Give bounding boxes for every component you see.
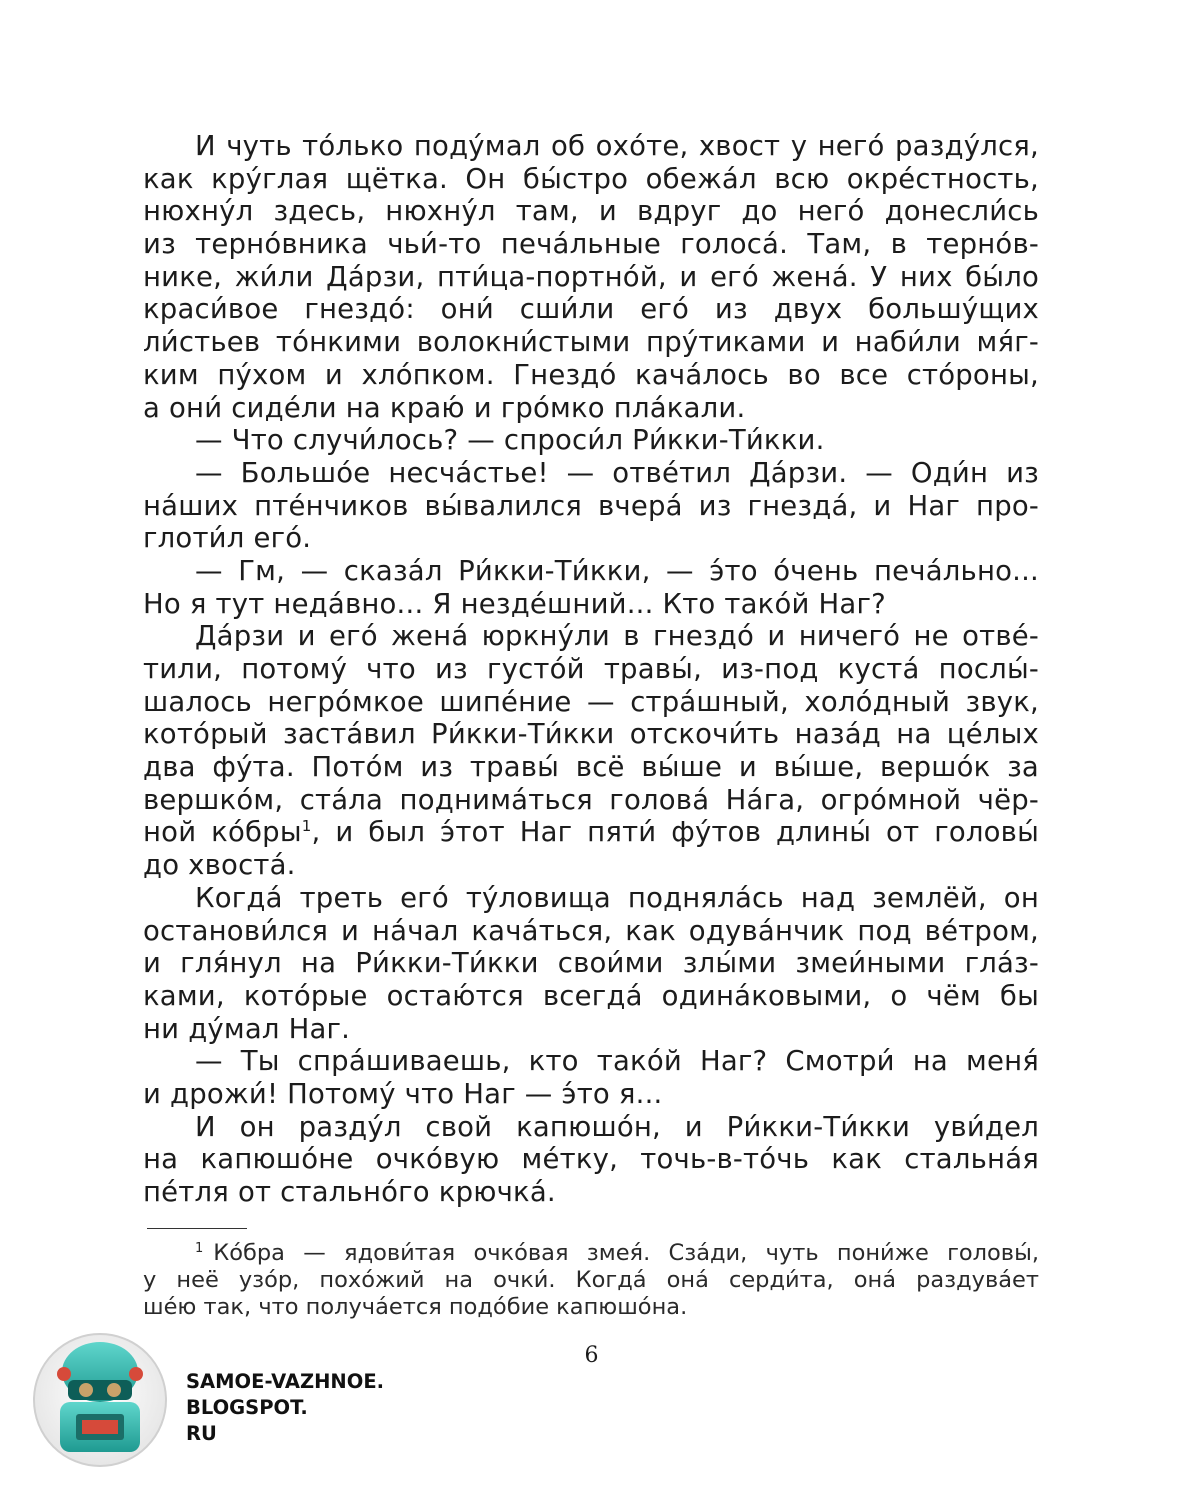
- text-line-content: ками, кото́рые остаю́тся всегда́ одина́ковыми, о чём бы: [143, 979, 1039, 1012]
- text-line-content: ким пу́хом и хло́пком. Гнездо́ кача́лось во все сто́роны,: [143, 358, 1039, 391]
- text-line-content: на́ших пте́нчиков вы́валился вчера́ из гнезда́, и Наг про-: [143, 489, 1039, 522]
- text-line-content: — Что случи́лось? — спроси́л Ри́кки-Ти́кки.: [195, 424, 825, 457]
- text-line: [143, 555, 1039, 588]
- text-line: [143, 784, 1039, 817]
- text-line-content: И чуть то́лько поду́мал об охо́те, хвост у него́ разду́лся,: [195, 130, 1039, 162]
- text-line-content: тили, потому́ что из густо́й травы́, из-под куста́ послы́-: [143, 653, 1039, 685]
- text-line: [143, 915, 1039, 948]
- text-line-content: до хвоста́.: [143, 849, 296, 882]
- page-number: 6: [584, 1343, 599, 1368]
- footnote-line: [143, 1267, 1039, 1294]
- footnote-line-content: у неё узо́р, похо́жий на очки́. Когда́ она́ серди́та, она́ раздува́ет: [143, 1267, 1039, 1293]
- text-line: [143, 620, 1039, 653]
- text-line-content: Когда́ треть его́ ту́ловища подняла́сь над землёй, он: [195, 881, 1039, 914]
- text-line: [143, 980, 1039, 1013]
- text-line: [143, 849, 1039, 882]
- text-line-content: кото́рый заста́вил Ри́кки-Ти́кки отскочи́ть наза́д на це́лых: [143, 718, 1039, 751]
- text-line: [143, 359, 1039, 392]
- text-line-content: из терно́вника чьи́-то печа́льные голоса́. Там, в терно́в-: [143, 228, 1039, 261]
- text-line: [143, 130, 1039, 163]
- text-line: [143, 1111, 1039, 1144]
- footnote-divider: [147, 1228, 247, 1229]
- text-line-content: и гля́нул на Ри́кки-Ти́кки свои́ми злы́ми змеи́ными гла́з-: [143, 947, 1039, 980]
- text-line-content: ной ко́бры: [143, 816, 302, 849]
- text-line-content: два фу́та. Пото́м из травы́ всё вы́ше и вы́ше, вершо́к за: [143, 751, 1039, 784]
- text-line: [143, 1176, 1039, 1209]
- robot-toy-icon: [30, 1330, 170, 1470]
- text-line: [143, 195, 1039, 228]
- text-line-content: ли́стьев то́нкими волокни́стыми пру́тиками и наби́ли мя́г-: [143, 326, 1039, 359]
- text-line: [143, 326, 1039, 359]
- text-line-content: И он разду́л свой капюшо́н, и Ри́кки-Ти́кки уви́дел: [195, 1110, 1039, 1143]
- text-line: [143, 882, 1039, 915]
- text-line: [143, 1045, 1039, 1078]
- text-line: [143, 816, 1039, 849]
- text-line: [143, 947, 1039, 980]
- watermark-line: BLOGSPOT.: [186, 1396, 308, 1419]
- watermark-line: SAMOE-VAZHNOE.: [186, 1370, 385, 1393]
- main-text: [143, 130, 1039, 1209]
- text-line-content: вершко́м, ста́ла поднима́ться голова́ На́га, огро́мной чёр-: [143, 783, 1039, 816]
- text-line: [143, 457, 1039, 490]
- text-line: [143, 1013, 1039, 1046]
- footnote-line: [143, 1294, 1039, 1321]
- text-line-content: шалось негро́мкое шипе́ние — стра́шный, холо́дный звук,: [143, 685, 1039, 718]
- text-line-content: — Ты спра́шиваешь, кто тако́й Наг? Смотри́ на меня́: [195, 1045, 1039, 1078]
- text-line: [143, 163, 1039, 196]
- text-line: [143, 751, 1039, 784]
- text-line: [143, 1078, 1039, 1111]
- text-line-content: Но я тут неда́вно... Я незде́шний... Кто тако́й Наг?: [143, 587, 886, 620]
- text-line-content: — Гм, — сказа́л Ри́кки-Ти́кки, — э́то о́чень печа́льно...: [195, 554, 1039, 587]
- text-line-content: как кру́глая щётка. Он бы́стро обежа́л всю окре́стность,: [143, 162, 1039, 195]
- text-line: [143, 261, 1039, 294]
- text-line: [143, 424, 1039, 457]
- text-line: [143, 228, 1039, 261]
- footnote-line: [143, 1240, 1039, 1267]
- text-line-content: а они́ сиде́ли на краю́ и гро́мко пла́кали.: [143, 391, 746, 424]
- text-line: [143, 653, 1039, 686]
- text-line-content: пе́тля от стально́го крючка́.: [143, 1176, 556, 1208]
- text-line: [143, 392, 1039, 425]
- text-line-content: и дрожи́! Потому́ что Наг — э́то я...: [143, 1077, 663, 1110]
- text-line-content: — Большо́е несча́стье! — отве́тил Да́рзи. — Оди́н из: [195, 456, 1039, 489]
- text-line-content: останови́лся и на́чал кача́ться, как одува́нчик под ве́тром,: [143, 914, 1039, 947]
- text-line-content: нике, жи́ли Да́рзи, пти́ца-портно́й, и его́ жена́. У них бы́ло: [143, 260, 1039, 293]
- text-line: [143, 522, 1039, 555]
- text-line: [143, 718, 1039, 751]
- text-line-content: краси́вое гнездо́: они́ сши́ли его́ из двух большу́щих: [143, 293, 1039, 326]
- footnote: [143, 1240, 1039, 1321]
- text-line-content: на капюшо́не очко́вую ме́тку, точь-в-то́чь как стальна́я: [143, 1143, 1039, 1176]
- text-line: [143, 293, 1039, 326]
- footnote-number: 1: [195, 1240, 204, 1256]
- footnote-line-content: Ко́бра — ядови́тая очко́вая змея́. Сза́ди, чуть пони́же головы́,: [213, 1240, 1039, 1266]
- footnote-ref: 1: [301, 817, 312, 836]
- text-line-content: , и был э́тот Наг пяти́ фу́тов длины́ от головы́: [311, 816, 1039, 849]
- text-line: [143, 1143, 1039, 1176]
- text-line-content: Да́рзи и его́ жена́ юркну́ли в гнездо́ и ничего́ не отве́-: [195, 620, 1039, 653]
- text-line-content: ни ду́мал Наг.: [143, 1012, 351, 1045]
- text-line-content: нюхну́л здесь, нюхну́л там, и вдруг до него́ донесли́сь: [143, 195, 1039, 228]
- watermark-text: [186, 1369, 384, 1447]
- text-line: [143, 686, 1039, 719]
- watermark-line: RU: [186, 1422, 217, 1445]
- text-line: [143, 588, 1039, 621]
- text-line: [143, 490, 1039, 523]
- footnote-line-content: ше́ю так, что получа́ется подо́бие капюшо́на.: [143, 1294, 688, 1320]
- text-line-content: глоти́л его́.: [143, 522, 312, 555]
